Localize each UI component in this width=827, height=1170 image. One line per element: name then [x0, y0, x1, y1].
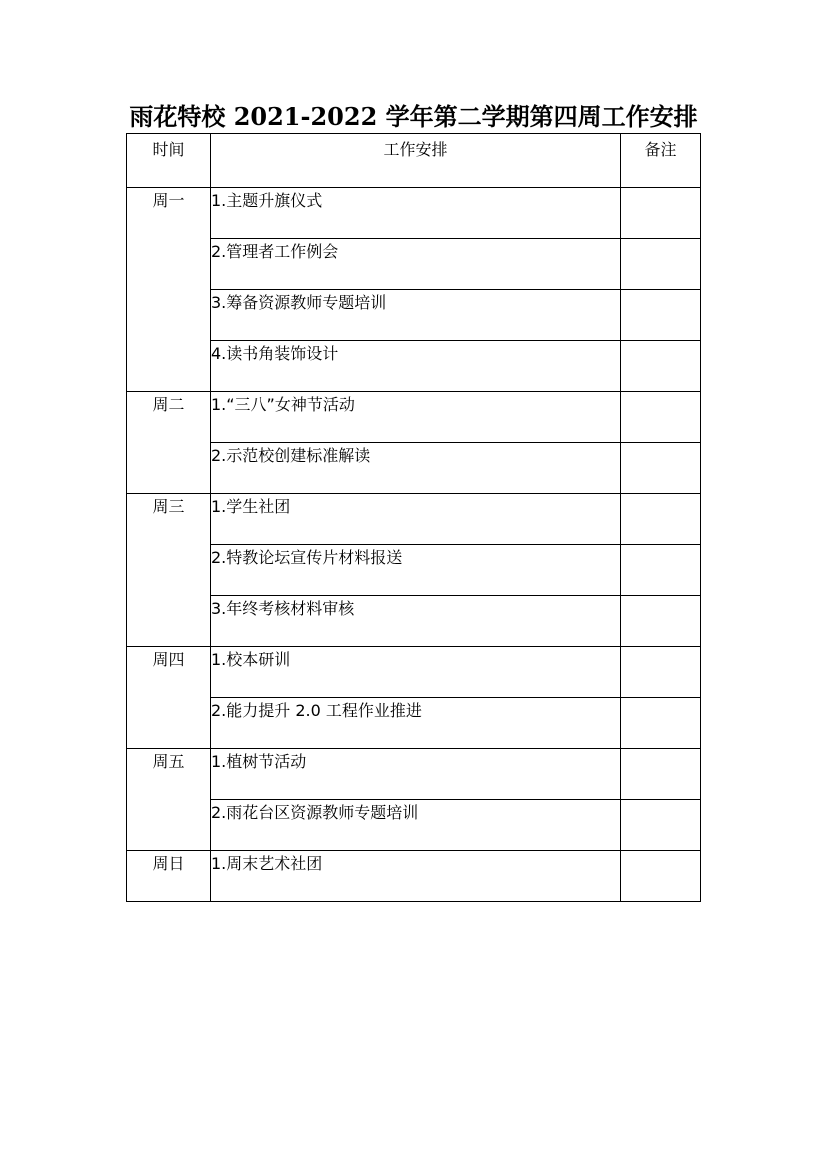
header-task: 工作安排	[211, 134, 621, 188]
table-row	[127, 392, 701, 443]
task-item: 2.特教论坛宣传片材料报送	[211, 545, 621, 596]
table-row	[127, 494, 701, 545]
note-cell	[621, 341, 701, 392]
task-item: 2.管理者工作例会	[211, 239, 621, 290]
day-thursday: 周四	[127, 647, 211, 749]
table-row	[127, 851, 701, 902]
header-time: 时间	[127, 134, 211, 188]
task-item: 1.校本研训	[211, 647, 621, 698]
header-note: 备注	[621, 134, 701, 188]
task-item: 1.植树节活动	[211, 749, 621, 800]
table-row	[127, 341, 701, 392]
note-cell	[621, 443, 701, 494]
task-item: 1.周末艺术社团	[211, 851, 621, 902]
note-cell	[621, 494, 701, 545]
task-item: 1.“三八”女神节活动	[211, 392, 621, 443]
note-cell	[621, 800, 701, 851]
table-row	[127, 188, 701, 239]
schedule-table	[126, 133, 701, 902]
note-cell	[621, 188, 701, 239]
day-friday: 周五	[127, 749, 211, 851]
table-row	[127, 698, 701, 749]
table-row	[127, 545, 701, 596]
header-row	[127, 134, 701, 188]
note-cell	[621, 647, 701, 698]
table-row	[127, 749, 701, 800]
day-wednesday: 周三	[127, 494, 211, 647]
day-tuesday: 周二	[127, 392, 211, 494]
note-cell	[621, 239, 701, 290]
note-cell	[621, 545, 701, 596]
page-title: 雨花特校 2021-2022 学年第二学期第四周工作安排	[129, 102, 698, 131]
table-row	[127, 443, 701, 494]
table-row	[127, 800, 701, 851]
note-cell	[621, 749, 701, 800]
task-item: 2.示范校创建标准解读	[211, 443, 621, 494]
day-monday: 周一	[127, 188, 211, 392]
note-cell	[621, 596, 701, 647]
note-cell	[621, 851, 701, 902]
note-cell	[621, 290, 701, 341]
task-item: 4.读书角装饰设计	[211, 341, 621, 392]
task-item: 3.筹备资源教师专题培训	[211, 290, 621, 341]
note-cell	[621, 698, 701, 749]
task-item: 2.能力提升 2.0 工程作业推进	[211, 698, 621, 749]
table-row	[127, 596, 701, 647]
table-row	[127, 647, 701, 698]
table-row	[127, 290, 701, 341]
task-item: 3.年终考核材料审核	[211, 596, 621, 647]
day-sunday: 周日	[127, 851, 211, 902]
task-item: 1.主题升旗仪式	[211, 188, 621, 239]
task-item: 1.学生社团	[211, 494, 621, 545]
task-item: 2.雨花台区资源教师专题培训	[211, 800, 621, 851]
table-row	[127, 239, 701, 290]
note-cell	[621, 392, 701, 443]
